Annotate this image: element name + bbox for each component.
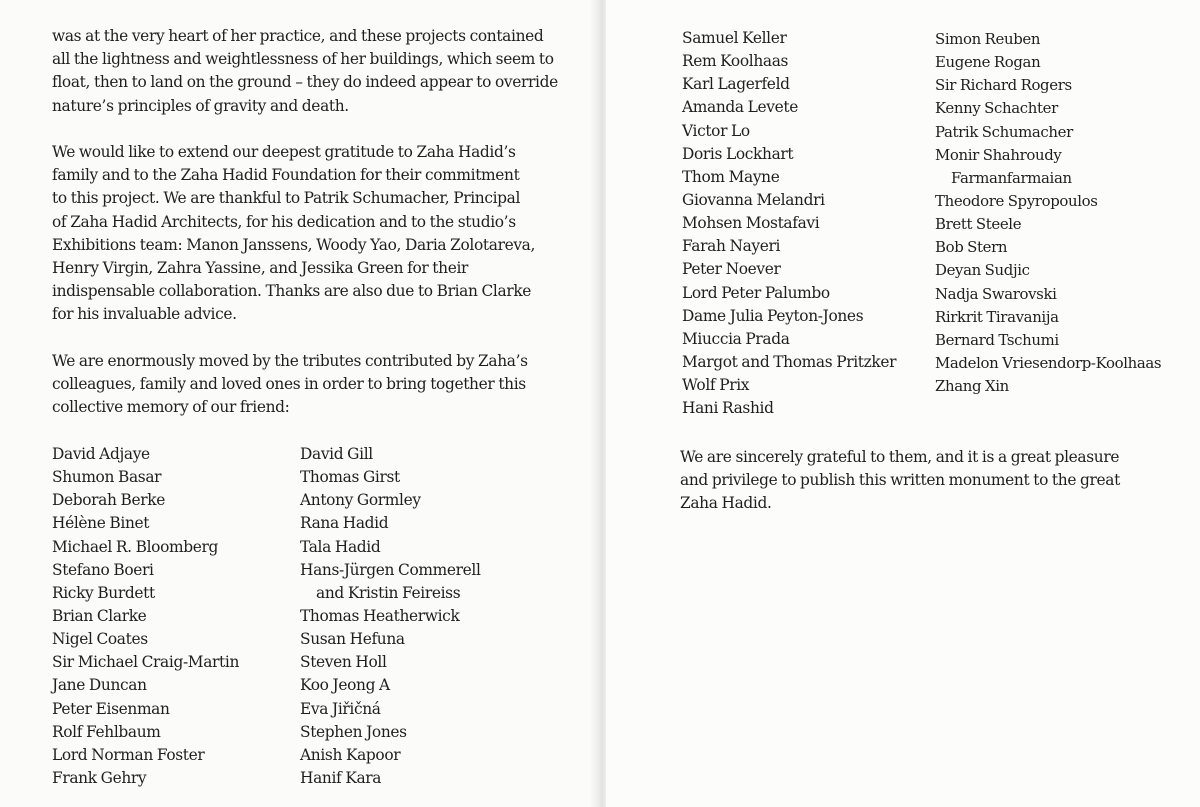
list-item: Hanif Kara <box>300 768 382 787</box>
list-item: Nigel Coates <box>52 630 148 649</box>
text-line: to this project. We are thankful to Patrik Schumacher, Principal <box>52 189 521 208</box>
names-list-column-2 <box>300 443 481 790</box>
list-item: Karl Lagerfeld <box>682 75 790 94</box>
list-item: Margot and Thomas Pritzker <box>682 352 897 371</box>
text-line: Henry Virgin, Zahra Yassine, and Jessika Green for their <box>52 259 469 278</box>
text-line: colleagues, family and loved ones in order to bring together this <box>52 375 526 394</box>
list-item: Bob Stern <box>935 238 1008 257</box>
list-item: Koo Jeong A <box>300 676 390 695</box>
list-item: Kenny Schachter <box>935 99 1058 118</box>
text-line: and privilege to publish this written monument to the great <box>680 471 1120 490</box>
list-item: Steven Holl <box>300 653 387 672</box>
gratitude-paragraph <box>52 141 535 327</box>
list-item: Hélène Binet <box>52 514 150 533</box>
list-item: David Adjaye <box>52 445 150 463</box>
text-line: nature’s principles of gravity and death. <box>52 96 349 115</box>
list-item: Madelon Vriesendorp-Koolhaas <box>935 353 1162 372</box>
text-line: float, then to land on the ground – they do indeed appear to override <box>52 73 558 92</box>
list-item: Simon Reuben <box>935 30 1041 48</box>
list-item: Miuccia Prada <box>682 329 790 348</box>
list-item: Patrik Schumacher <box>935 122 1073 141</box>
list-item: and Kristin Feireiss <box>316 583 461 602</box>
list-item: Bernard Tschumi <box>935 330 1059 349</box>
list-item: Hani Rashid <box>682 399 774 418</box>
list-item: Hans-Jürgen Commerell <box>300 560 481 579</box>
list-item: Lord Norman Foster <box>52 745 205 764</box>
list-item: Rem Koolhaas <box>682 52 789 71</box>
list-item: Brett Steele <box>935 215 1022 234</box>
list-item: Theodore Spyropoulos <box>935 191 1098 210</box>
text-line: We would like to extend our deepest gratitude to Zaha Hadid’s <box>52 143 516 161</box>
list-item: Susan Hefuna <box>300 630 405 649</box>
list-item: Stephen Jones <box>300 722 407 741</box>
list-item: Frank Gehry <box>52 768 147 787</box>
text-line: all the lightness and weightlessness of her buildings, which seem to <box>52 50 554 69</box>
list-item: Eva Jiřičná <box>300 699 381 718</box>
list-item: Anish Kapoor <box>300 745 401 764</box>
closing-paragraph <box>680 446 1120 516</box>
list-item: Sir Richard Rogers <box>935 76 1072 95</box>
list-item: Zhang Xin <box>935 377 1009 396</box>
list-item: Antony Gormley <box>300 491 421 510</box>
list-item: Monir Shahroudy <box>935 145 1062 164</box>
list-item: Farmanfarmaian <box>951 168 1072 187</box>
list-item: Victor Lo <box>682 121 750 140</box>
list-item: Wolf Prix <box>682 376 750 395</box>
list-item: Tala Hadid <box>300 537 381 556</box>
left-page <box>0 0 598 807</box>
text-line: indispensable collaboration. Thanks are also due to Brian Clarke <box>52 282 532 301</box>
list-item: Giovanna Melandri <box>682 190 825 209</box>
list-item: Thomas Girst <box>300 468 400 487</box>
text-line: Exhibitions team: Manon Janssens, Woody Yao, Daria Zolotareva, <box>52 235 536 254</box>
list-item: Dame Julia Peyton-Jones <box>682 306 864 325</box>
list-item: Peter Eisenman <box>52 699 170 718</box>
text-line: of Zaha Hadid Architects, for his dedication and to the studio’s <box>52 212 516 231</box>
list-item: David Gill <box>300 445 373 463</box>
text-line: We are enormously moved by the tributes contributed by Zaha’s <box>52 352 528 370</box>
list-item: Thomas Heatherwick <box>300 606 460 625</box>
list-item: Jane Duncan <box>52 676 147 695</box>
text-line: was at the very heart of her practice, and these projects contained <box>52 27 544 45</box>
list-item: Eugene Rogan <box>935 53 1041 72</box>
list-item: Mohsen Mostafavi <box>682 214 820 233</box>
list-item: Michael R. Bloomberg <box>52 537 219 556</box>
list-item: Thom Mayne <box>682 167 780 186</box>
names-list-column-1 <box>52 443 239 790</box>
names-list-column-4 <box>935 28 1161 398</box>
list-item: Lord Peter Palumbo <box>682 283 830 302</box>
text-line: family and to the Zaha Hadid Foundation for their commitment <box>52 166 520 185</box>
text-line: for his invaluable advice. <box>52 305 237 324</box>
text-line: We are sincerely grateful to them, and it is a great pleasure <box>680 448 1120 466</box>
right-page <box>606 0 1200 807</box>
text-line: Zaha Hadid. <box>680 494 772 513</box>
tributes-paragraph <box>52 350 528 420</box>
list-item: Rolf Fehlbaum <box>52 722 161 741</box>
list-item: Nadja Swarovski <box>935 284 1057 303</box>
list-item: Samuel Keller <box>682 29 787 47</box>
list-item: Doris Lockhart <box>682 144 794 163</box>
list-item: Rirkrit Tiravanija <box>935 307 1059 326</box>
list-item: Amanda Levete <box>682 98 798 117</box>
intro-paragraph <box>52 25 558 118</box>
names-list-column-3 <box>682 27 896 420</box>
list-item: Deyan Sudjic <box>935 261 1030 280</box>
list-item: Brian Clarke <box>52 606 147 625</box>
list-item: Stefano Boeri <box>52 560 154 579</box>
list-item: Farah Nayeri <box>682 237 781 256</box>
list-item: Peter Noever <box>682 260 781 279</box>
list-item: Deborah Berke <box>52 491 165 510</box>
list-item: Rana Hadid <box>300 514 389 533</box>
text-line: collective memory of our friend: <box>52 398 290 417</box>
list-item: Ricky Burdett <box>52 583 155 602</box>
list-item: Shumon Basar <box>52 468 162 487</box>
list-item: Sir Michael Craig-Martin <box>52 653 240 672</box>
